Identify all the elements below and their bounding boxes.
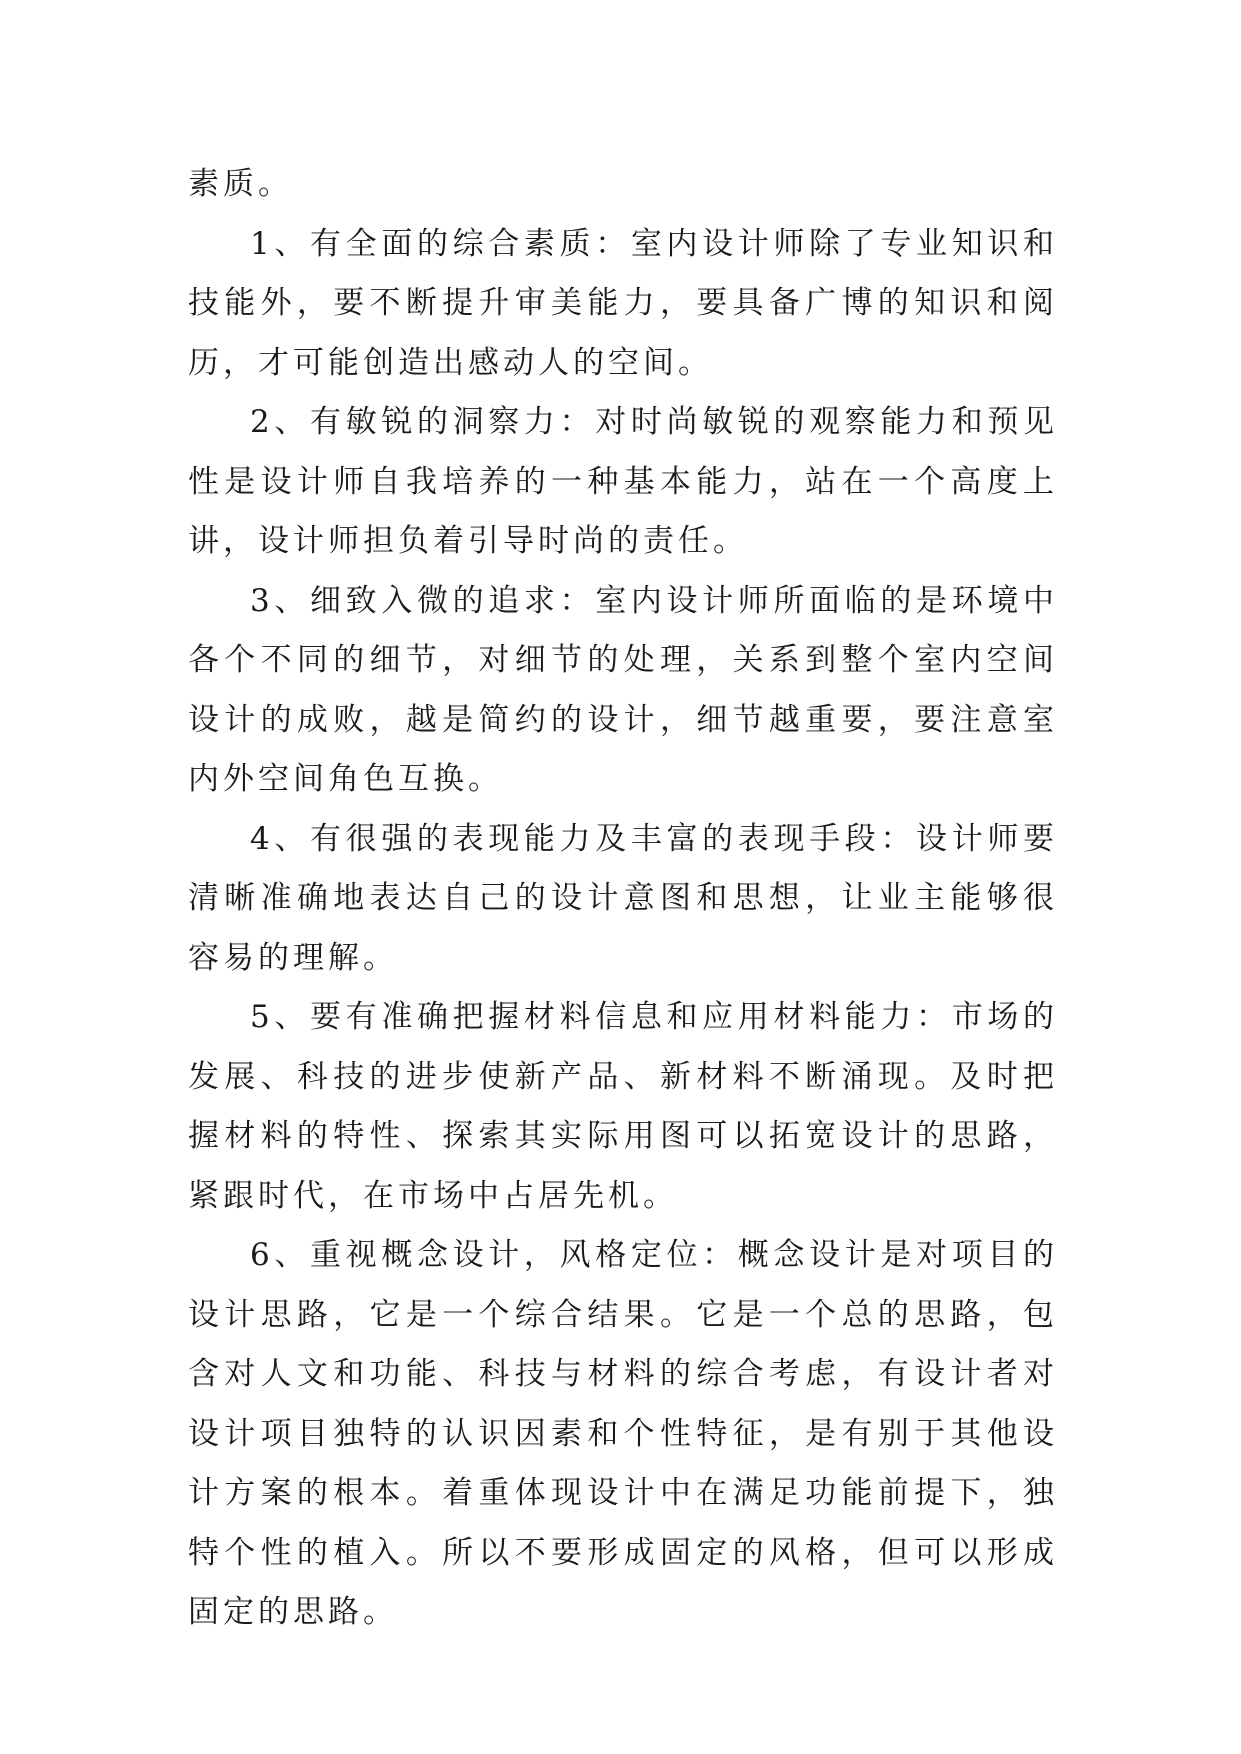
paragraph-item-3: 3、细致入微的追求：室内设计师所面临的是环境中各个不同的细节，对细节的处理，关系到整个室内空间设计的成败，越是简约的设计，细节越重要，要注意室内外空间角色互换。 bbox=[188, 582, 1058, 797]
document-body bbox=[188, 155, 1058, 1643]
paragraph-item-1: 1、有全面的综合素质：室内设计师除了专业知识和技能外，要不断提升审美能力，要具备广博的知识和阅历，才可能创造出感动人的空间。 bbox=[188, 225, 1058, 381]
paragraph-item-4: 4、有很强的表现能力及丰富的表现手段：设计师要清晰准确地表达自己的设计意图和思想，让业主能够很容易的理解。 bbox=[188, 820, 1058, 976]
paragraph-item-5: 5、要有准确把握材料信息和应用材料能力：市场的发展、科技的进步使新产品、新材料不断涌现。及时把握材料的特性、探索其实际用图可以拓宽设计的思路，紧跟时代，在市场中占居先机。 bbox=[188, 999, 1058, 1214]
paragraph-continuation: 素质。 bbox=[188, 166, 293, 202]
paragraph-item-6: 6、重视概念设计，风格定位：概念设计是对项目的设计思路，它是一个综合结果。它是一个总的思路，包含对人文和功能、科技与材料的综合考虑，有设计者对设计项目独特的认识因素和个性特征，是有别于其他设计方案的根本。着重体现设计中在满足功能前提下，独特个性的植入。所以不要形成固定的风格，但可以形成固定的思路。 bbox=[188, 1237, 1058, 1630]
paragraph-item-2: 2、有敏锐的洞察力：对时尚敏锐的观察能力和预见性是设计师自我培养的一种基本能力，站在一个高度上讲，设计师担负着引导时尚的责任。 bbox=[188, 404, 1058, 559]
